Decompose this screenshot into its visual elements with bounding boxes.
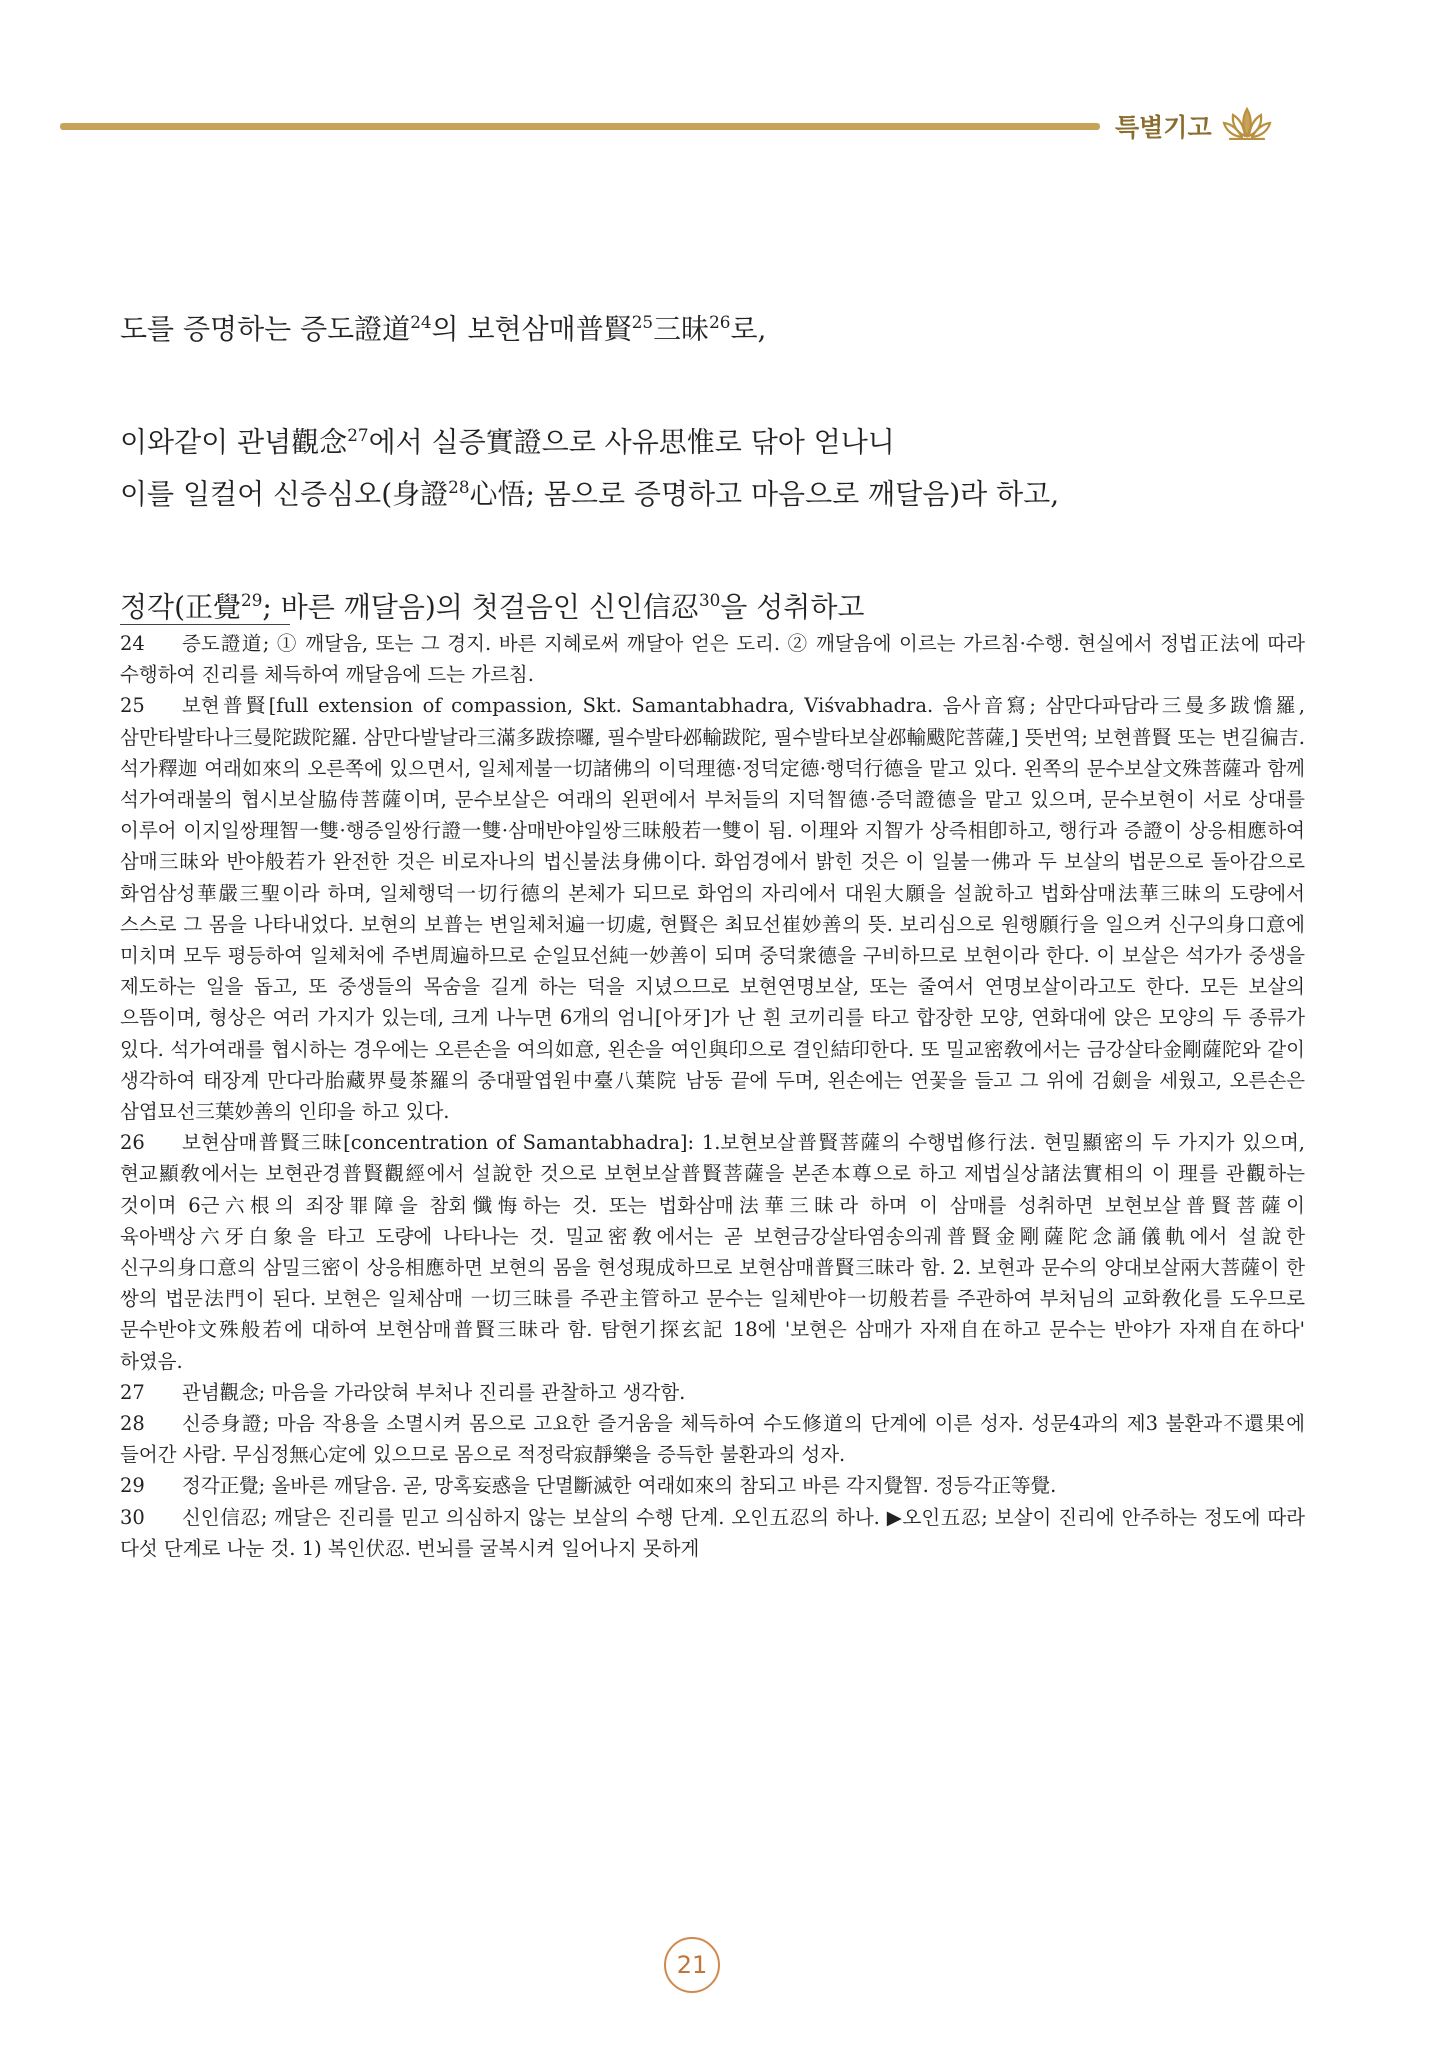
verse-line: 정각(正覺$^{29}$; 바른 깨달음)의 첫걸음인 신인信忍$^{30}$을 성취하고 — [120, 589, 865, 624]
footnote-number: 26 — [120, 1131, 145, 1155]
footnote-text: 정각正覺; 올바른 깨달음. 곧, 망혹妄惑을 단멸斷滅한 여래如來의 참되고 바른 각지覺智. 정등각正等覺. — [182, 1474, 1057, 1498]
footnote-text: 증도證道; ① 깨달음, 또는 그 경지. 바른 지혜로써 깨달아 얻은 도리. ② 깨달음에 이르는 가르침·수행. 현실에서 정법正法에 따라 수행하여 진리를 체득하여 깨달음에 드는 가르침. — [120, 632, 1305, 687]
footnote-number: 27 — [120, 1380, 145, 1404]
section-label: 특별기고 — [1115, 113, 1212, 142]
footnote-text: 관념觀念; 마음을 가라앉혀 부처나 진리를 관찰하고 생각함. — [182, 1380, 686, 1404]
footnote-text: 보현普賢[full extension of compassion, Skt. Samantabhadra, Viśvabhadra. 음사音寫; 삼만다파담라三曼多跋憺羅, 삼만타발타나三曼陀跋陀羅. 삼만다발날라三滿多跋捺囉, 필수발타邲輸跋陀, 필수발타보살邲輸颰陀菩薩,] 뜻번역; 보현普賢 또는 변길徧吉. 석가釋迦 여래如來의 오른쪽에 있으면서, 일체제불一切諸佛의 이덕理德·정덕定德·행덕行德을 맡고 있다. 왼쪽의 문수보살文殊菩薩과 함께 석가여래불의 협시보살脇侍菩薩이며, 문수보살은 여래의 왼편에서 부처들의 지덕智德·증덕證德을 맡고 있으며, 문수보현이 서로 상대를 이루어 이지일쌍理智一雙·행증일쌍行證一雙·삼매반야일쌍三昧般若一雙이 됨. 이理와 지智가 상즉相卽하고, 행行과 증證이 상응相應하여 삼매三昧와 반야般若가 완전한 것은 비로자나의 법신불法身佛이다. 화엄경에서 밝힌 것은 이 일불一佛과 두 보살의 법문으로 돌아감으로 화엄삼성華嚴三聖이라 하며, 일체행덕一切行德의 본체가 되므로 화엄의 자리에서 대원大願을 설說하고 법화삼매法華三昧의 도량에서 스스로 그 몸을 나타내었다. 보현의 보普는 변일체처遍一切處, 현賢은 최묘선崔妙善의 뜻. 보리심으로 원행願行을 일으켜 신구의身口意에 미치며 모두 평등하여 일체처에 주변周遍하므로 순일묘선純一妙善이 되며 중덕衆德을 구비하므로 보현이라 한다. 이 보살은 석가가 중생을 제도하는 일을 돕고, 또 중생들의 목숨을 길게 하는 덕을 지녔으므로 보현연명보살, 또는 줄여서 연명보살이라고도 한다. 모든 보살의 으뜸이며, 형상은 여러 가지가 있는데, 크게 나누면 6개의 엄니[아牙]가 난 흰 코끼리를 타고 합장한 모양, 연화대에 앉은 모양의 두 종류가 있다. 석가여래를 협시하는 경우에는 오른손을 여의如意, 왼손을 여인與印으로 결인結印한다. 또 밀교密敎에서는 금강살타金剛薩陀와 같이 생각하여 태장계 만다라胎藏界曼茶羅의 중대팔엽원中臺八葉院 남동 끝에 두며, 왼손에는 연꽃을 들고 그 위에 검劍을 세웠고, 오른손은 삼엽묘선三葉妙善의 인印을 하고 있다. — [120, 694, 1305, 1124]
footnote-number: 25 — [120, 694, 145, 718]
footnote — [120, 690, 1305, 1127]
footnote-text: 신인信忍; 깨달은 진리를 믿고 의심하지 않는 보살의 수행 단계. 오인五忍의 하나. ▶오인五忍; 보살이 진리에 안주하는 정도에 따라 다섯 단계로 나눈 것. 1) 복인伏忍. 번뇌를 굴복시켜 일어나지 못하게 — [120, 1505, 1305, 1560]
verse-line: 도를 증명하는 증도證道$^{24}$의 보현삼매普賢$^{25}$三昧$^{26}$로, — [120, 312, 767, 346]
footnote-number: 29 — [120, 1474, 145, 1498]
footnote-text: 보현삼매普賢三昧[concentration of Samantabhadra]: 1.보현보살普賢菩薩의 수행법修行法. 현밀顯密의 두 가지가 있으며, 현교顯敎에서는 보현관경普賢觀經에서 설說한 것으로 보현보살普賢菩薩을 본존本尊으로 하고 제법실상諸法實相의 이 理를 관觀하는 것이며 6근六根의 죄장罪障을 참회懺悔하는 것. 또는 법화삼매法華三昧라 하며 이 삼매를 성취하면 보현보살普賢菩薩이 육아백상六牙白象을 타고 도량에 나타나는 것. 밀교密敎에서는 곧 보현금강살타염송의궤普賢金剛薩陀念誦儀軌에서 설說한 신구의身口意의 삼밀三密이 상응相應하면 보현의 몸을 현성現成하므로 보현삼매普賢三昧라 함. 2. 보현과 문수의 양대보살兩大菩薩이 한 쌍의 법문法門이 된다. 보현은 일체삼매 一切三昧를 주관主管하고 문수는 일체반야一切般若를 주관하여 부처님의 교화敎化를 도우므로 문수반야文殊般若에 대하여 보현삼매普賢三昧라 함. 탐현기探玄記 18에 '보현은 삼매가 자재自在하고 문수는 반야가 자재自在하다' 하였음. — [120, 1131, 1305, 1373]
page-number: 21 — [664, 1937, 720, 1993]
footnote-rule — [120, 624, 290, 625]
footnotes — [120, 628, 1305, 1564]
lotus-icon — [1222, 106, 1272, 140]
footnote — [120, 1377, 1305, 1408]
verse-line: 이를 일컬어 신증심오(身證$^{28}$心悟; 몸으로 증명하고 마음으로 깨달음)라 하고, — [120, 476, 1060, 510]
footnote — [120, 1502, 1305, 1564]
footnote-number: 24 — [120, 632, 145, 655]
header-rule — [60, 123, 1100, 130]
footnote — [120, 1127, 1305, 1377]
footnote — [120, 1408, 1305, 1470]
footnote-number: 28 — [120, 1412, 145, 1436]
footnote-text: 신증身證; 마음 작용을 소멸시켜 몸으로 고요한 즐거움을 체득하여 수도修道의 단계에 이른 성자. 성문4과의 제3 불환과不還果에 들어간 사람. 무심정無心定에 있으므로 몸으로 적정락寂靜樂을 증득한 불환과의 성자. — [120, 1412, 1305, 1467]
footnote — [120, 628, 1305, 690]
footnote-number: 30 — [120, 1505, 145, 1529]
main-verse — [120, 300, 1330, 629]
footnote — [120, 1470, 1305, 1501]
verse-line: 이와같이 관념觀念$^{27}$에서 실증實證으로 사유思惟로 닦아 얻나니 — [120, 425, 895, 459]
